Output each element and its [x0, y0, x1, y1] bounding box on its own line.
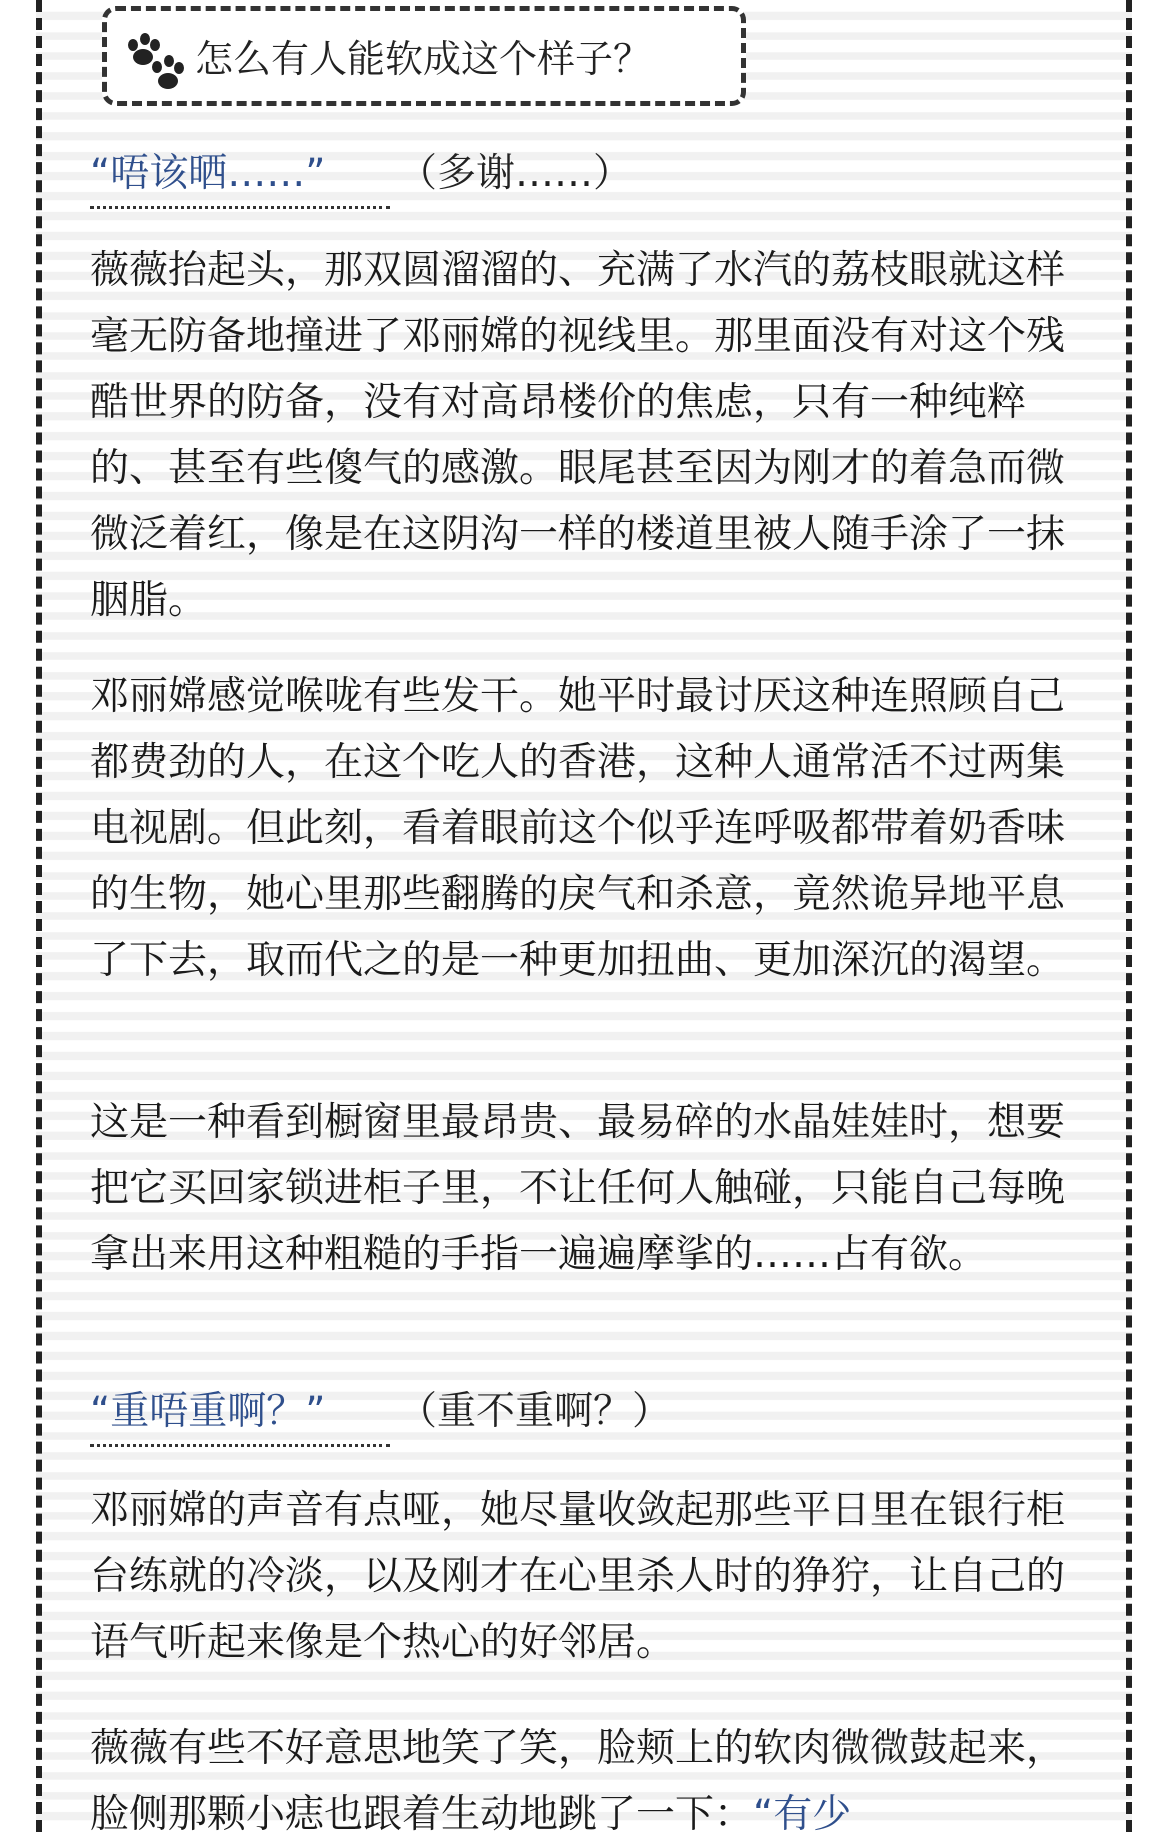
- paw-icon: [123, 33, 185, 91]
- cantonese-quote: “唔该晒……”: [90, 146, 390, 209]
- dialog-line: [90, 1384, 671, 1447]
- cantonese-quote: “重唔重啊？”: [90, 1384, 390, 1447]
- mandarin-translation: （多谢……）: [398, 151, 633, 196]
- dialog-line: [90, 146, 632, 209]
- cantonese-quote: “有少: [753, 1792, 852, 1837]
- page-card: [36, 0, 1132, 1837]
- title-box: [102, 6, 746, 106]
- paragraph: 邓丽嫦的声音有点哑，她尽量收敛起那些平日里在银行柜台练就的冷淡，以及刚才在心里杀人时的狰狞，让自己的语气听起来像是个热心的好邻居。: [90, 1488, 1066, 1665]
- mandarin-translation: （重不重啊？）: [398, 1389, 672, 1434]
- paragraph: 薇薇抬起头，那双圆溜溜的、充满了水汽的荔枝眼就这样毫无防备地撞进了邓丽嫦的视线里。那里面没有对这个残酷世界的防备，没有对高昂楼价的焦虑，只有一种纯粹的、甚至有些傻气的感激。眼尾甚至因为刚才的着急而微微泛着红，像是在这阴沟一样的楼道里被人随手涂了一抹胭脂。: [90, 248, 1066, 623]
- paragraph: [90, 1716, 1090, 1848]
- paragraph-text: 薇薇有些不好意思地笑了笑，脸颊上的软肉微微鼓起来，脸侧那颗小痣也跟着生动地跳了一下：: [90, 1726, 1066, 1837]
- paragraph: 邓丽嫦感觉喉咙有些发干。她平时最讨厌这种连照顾自己都费劲的人，在这个吃人的香港，这种人通常活不过两集电视剧。但此刻，看着眼前这个似乎连呼吸都带着奶香味的生物，她心里那些翻腾的戾气和杀意，竟然诡异地平息了下去，取而代之的是一种更加扭曲、更加深沉的渴望。: [90, 674, 1066, 983]
- page-title: 怎么有人能软成这个样子？: [195, 37, 652, 81]
- paragraph: 这是一种看到橱窗里最昂贵、最易碎的水晶娃娃时，想要把它买回家锁进柜子里，不让任何人触碰，只能自己每晚拿出来用这种粗糙的手指一遍遍摩挲的……占有欲。: [90, 1100, 1066, 1277]
